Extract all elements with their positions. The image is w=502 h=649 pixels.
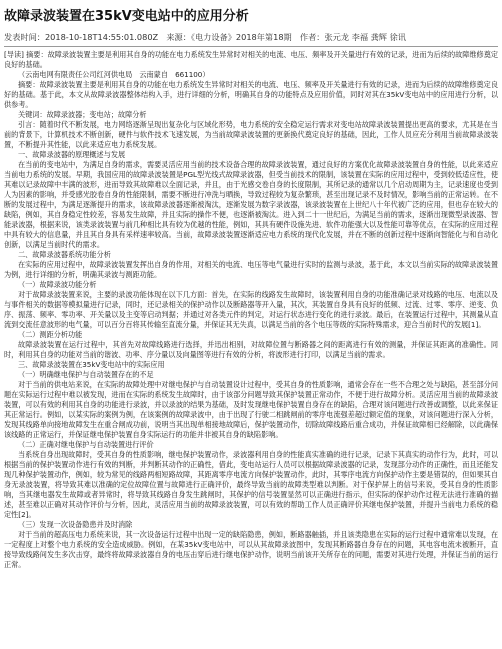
section-paragraph: 对于当前的超高压电力系统来说，其一次设备运行过程中出现一定的缺陷隐患，例如，断路器触插，并且该类隐患在实际的运行过程中通常难以发现，在一定程度上对整个电力系统的安全造成威胁。例如，在某35kV变电站中，可以从其故障录波图中，发现其断路器自身存在的问题，其电容电流未被断开，直接导致线路间发生多次击穿，最终将故障录波器自身的电压击穿后进行继电保护动作，说明当前该开关所存在的问题，需要对其进行处理，并保证当前的运行正常。: [4, 530, 498, 569]
abstract-text: 摘要：故障录波装置主要是利用其自身的功能在电力系统发生异常时对相关的电流、电压、频率及开关量进行有效的记录，进而为后续的故障维修奠定良好的基础。基于此，本文从故障录波器整体结构入手，进行详细的分析，明确其自身的功能特点及应用价值，同时对其在35kV变电站中的应用进行分析，以供参考。: [4, 80, 498, 109]
keywords: 关键词：故障录波器；变电站；故障分析: [18, 110, 147, 119]
divider: [4, 46, 498, 47]
section-paragraph: 在当前的变电站中，为满足自身的需求，需要灵活应用当前的技术设备合理的故障录波装置，通过良好的方案优化故障录波装置自身的性能，以此来适应当前电力系统的发展。早期，我国应用的故障录波装置是PGL型光线式故障录波器，但受当前技术的限制，该装置在实际的应用过程中，受到较低适应性，使其难以记录故障中丰满的波形，进而导致其故障难以全面记录，并且，由于光感交卷自身的长度限制，其所记录的通常以几个启动周期为主，记录速度也受到人为因素的影响，并受感光胶卷自身的性能限制，需要不断进行冲洗与晒换，导致过程较为复杂繁琐，甚至出现记录不及时情况，影响当前的正常运转。在不断的发展过程中，为满足逐渐提升的需求，该故障录波器逐渐被淘汰，逐渐发展为数字录波器，该录波装置在上世纪八十年代被广泛的应用，但也存在较大的缺陷，例如，其自身稳定性较差，容易发生故障，并且实际的操作不便，也逐渐被淘汰。进入到二十一世纪后，为满足当前的需求，逐渐出现微型录波器、智能录波器，根据来说，该类录波装置与前几种相比具有较为优越的性能，例如，其具有硬件设施先进、软件功能强大以及性能可靠等优点，在实际的应用过程中具有较大的信息量，并且其自身具有采样速率较高。当前，故障录波装置逐渐适应电力系统的现代化发展，并在不断的创新过程中逐渐向智能化与和自动化创新，以满足当前时代的需求。: [4, 160, 498, 249]
subsection-heading: （一）故障录波功能分析: [18, 280, 97, 289]
affiliation: （云南电网有限责任公司红河供电局 云南蒙自 661100）: [18, 70, 210, 79]
section-heading: 二、故障录波器系统功能分析: [18, 250, 111, 259]
article-title: 故障录波装置在35kV变电站中的应用分析: [4, 9, 249, 24]
subsection-heading: （三）发现一次设备隐患并及时消除: [18, 520, 133, 529]
section-paragraph: 对于当前的供电站来说，在实际的故障处理中对继电保护与自动装置设计过程中，受其自身的性质影响，通常会存在一些不合理之处与缺陷，甚至部分问题在实际运行过程中难以被发现，进而在实际的系统发生故障时，由于该部分问题导致其保护装置正常动作，不便于进行故障分析。灵活应用当前的故障录波装置，可以有效的利用其自身的功能进行录波，并以录波的结果为基础，及时发现继电保护装置自身存在的缺陷，合理对该问题进行改善或调整，以此来保证其正常运行。例如，以某实际的案例为例，在该案例的故障录波中，由于出现了行驶二相跳闸前的零序电流强差超过额定值的现象，对该问题进行深入分析，发现其线路单向接地故障发生在重合闸成功前，说明当其出现单相接地故障后，保护装置动作，切除故障线路后重合成功，并保证故障相已经解除，以此确保该线路的正常运行，并保证继电保护装置自身实际运行的功能并非被其自身的缺陷影响。: [4, 380, 498, 439]
intro-paragraph: 引言：随着时代不断发展，电力网络逐渐呈现出复杂化与区域化形势，电力系统的安全稳定运行需求对变电站故障录波装置提出更高的要求，尤其是在当前的背景下，计算机技术不断创新，硬件与软件技术飞速发展，为当前故障录波装置的更新换代奠定良好的基础，因此，工作人员应充分利用当前故障录波装置，不断提升其性能，以此来适应电力系统发展。: [4, 120, 498, 149]
section-paragraph: 在实际的应用过程中，故障录波装置发挥出自身的作用，对相关的电流、电压等电气量进行实时的监测与录波，基于此，本文以当前实际的故障录波装置为例，进行详细的分析，明确其录波与测距功能。: [4, 260, 498, 279]
section-paragraph: 对于故障录波装置来说，主要的录波功能体现在以下几方面：首先，在实际的线路发生故障时，该装置利用自身的功能准确记录对线路的电压、电流以及与事件相关的数据等模拟量进行记录，同时，还记录相关的保护动作以及断路器等开入量，其次，其装置自身具有良好的低频、过流、过零、零序、逆变、负序、振荡、频率、零功率、开关量以及主变等启动判据；并通过对各类元件的判定，对运行状态进行变化的进行录波。最后，在装置运行过程中，其测量从直流到交流任意波形的电气量，可以百分百将其传输至直流分量，并保证其无失真，以满足当前的各个电压等级的实际特殊需求，迎合当前时代的发展[1]。: [4, 290, 498, 329]
section-heading: 一、故障录波器的原理概述与发展: [18, 150, 126, 159]
abstract-lead: [导读] 摘要：故障录波装置主要是利用其自身的功能在电力系统发生异常时对相关的电流、电压、频率及开关量进行有效的记录，进而为后续的故障维修奠定良好的基础。: [4, 50, 498, 69]
section-paragraph: 当系统自身出现故障时，受其自身的性质影响，继电保护装置动作，录波器利用自身的性能真实准确的进行记录，记录下其真实的动作行为，此时，可以根据当前的保护装置动作进行有效的判断，并判断其动作的正确性，借此，变电站运行人员可以根据故障录波器的记录，发现部分动作的正确性，而且还能发现几种保护装置动作，例如，较为常见的线路两相短路故障，其距离零序电流方向保护装置动作，此时，其零序电流方向保护动作主要是错误的，但如果其自身无录波装置，将导致其难以准确的定位故障位置与故障进行正确评价，最终导致当前的故障类型难以判断。对于保护屏上的信号来说，受其自身的性质影响，当其继电器发生故障或者异常时，将导致其线路自身发生跳闸时，其保护的信号装置显然可以正确进行指示，但实际的保护动作过程无法进行准确的描述，甚至难以正确对其动作评价与分析，因此，灵活应用当前的故障录波装置，可以有效的帮助工作人员正确评价其继电保护装置，并提升当前电力系统的稳定性[2]。: [4, 450, 498, 519]
section-heading: 三、故障录波装置在35kV变电站中的实际应用: [18, 360, 165, 369]
subsection-heading: （一）明确继电保护与自动装置存在的不足: [18, 370, 154, 379]
subsection-heading: （二）测距分析功能: [18, 330, 83, 339]
section-paragraph: 故障录波装置在运行过程中，其首先对故障线路进行选择，并迅出相别，对故障位置与断路器之间的距离进行有效的测量，并保证其距离的准确性。同时，利用其自身的功能对当前的谐波、功率、序分量以及向量图等进行有效的分析，将波形进行打印，以满足当前的需求。: [4, 340, 498, 359]
publication-meta: 发表时间：2018-10-18T14:55:01.080Z 来源：《电力设备》2018年第18期 作者：张元龙 李福 龚辉 徐讯: [4, 32, 406, 42]
subsection-heading: （二）正确对继电保护与自动装置进行评价: [18, 440, 154, 449]
